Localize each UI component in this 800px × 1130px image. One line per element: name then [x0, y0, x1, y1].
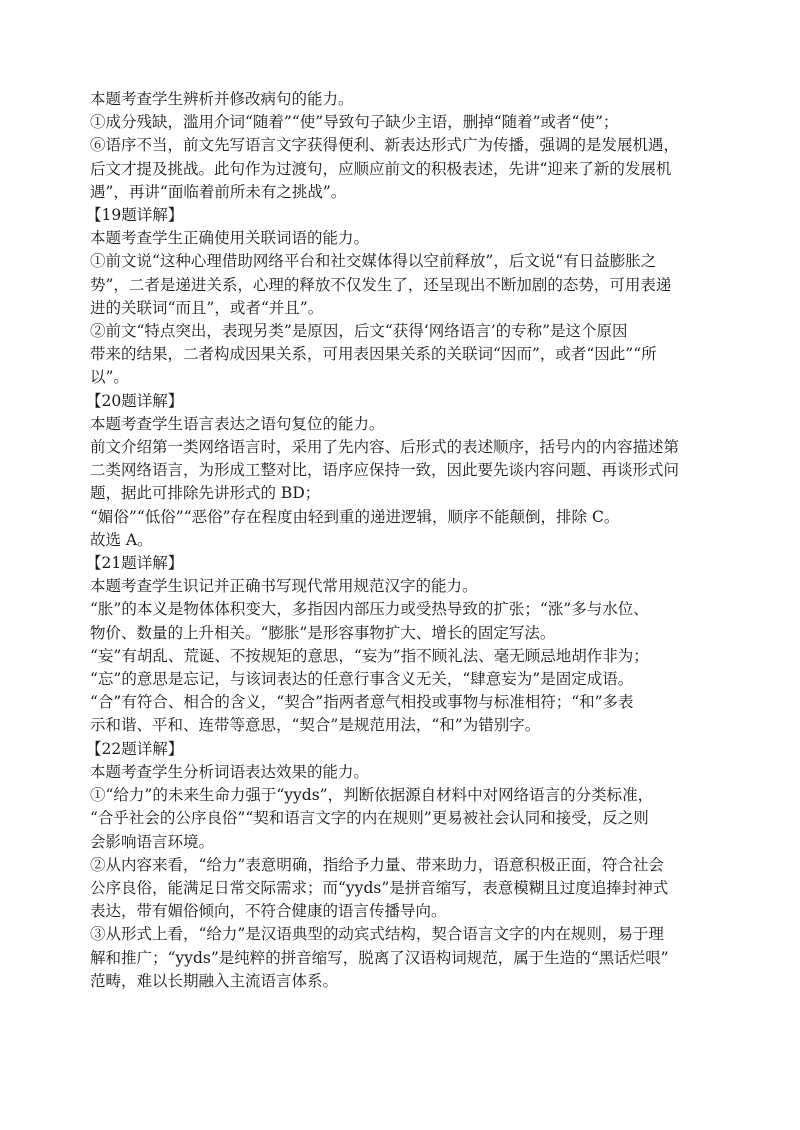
document-page	[86, 88, 720, 993]
text-line: “合乎社会的公序良俗”“契和语言文字的内在规则”更易被社会认同和接受，反之则	[90, 809, 649, 828]
text-line: 本题考查学生正确使用关联词语的能力。	[90, 229, 370, 248]
text-line: 公序良俗，能满足日常交际需求；而“yyds”是拼音缩写，表意模糊且过度追捧封神式	[90, 878, 669, 897]
text-line: 前文介绍第一类网络语言时，采用了先内容、后形式的表述顺序，括号内的内容描述第	[90, 438, 680, 457]
text-line: 题，据此可排除先讲形式的 BD；	[90, 484, 321, 503]
text-line: 进的关联词“而且”，或者“并且”。	[90, 298, 324, 317]
text-line: 故选 A。	[90, 530, 153, 549]
text-line: ③从形式上看，“给力”是汉语典型的动宾式结构，契合语言文字的内在规则，易于理	[90, 925, 664, 944]
text-line: “忘”的意思是忘记，与该词表达的任意行事含义无关，“肆意妄为”是固定成语。	[90, 670, 634, 689]
text-line: “妄”有胡乱、荒诞、不按规矩的意思，“妄为”指不顾礼法、毫无顾忌地胡作非为；	[90, 646, 649, 665]
text-line: “胀”的本义是物体体积变大，多指因内部压力或受热导致的扩张；“涨”多与水位、	[90, 600, 649, 619]
text-line: 本题考查学生识记并正确书写现代常用规范汉字的能力。	[90, 577, 478, 596]
text-line: 本题考查学生分析词语表达效果的能力。	[90, 762, 370, 781]
text-line: ⑥语序不当，前文先写语言文字获得便利、新表达形式广为传播，强调的是发展机遇，	[90, 136, 680, 155]
text-line: 会影响语言环境。	[90, 832, 215, 851]
text-line: 示和谐、平和、连带等意思，“契合”是规范用法，“和”为错别字。	[90, 716, 541, 735]
text-line: ②前文“特点突出，表现另类”是原因，后文“获得‘网络语言’的专称”是这个原因	[90, 322, 628, 341]
text-line: 势”，二者是递进关系，心理的释放不仅发生了，还呈现出不断加剧的态势，可用表递	[90, 275, 672, 294]
text-line: 后文才提及挑战。此句作为过渡句，应顺应前文的积极表述，先讲“迎来了新的发展机	[90, 159, 672, 178]
section-heading: 【21题详解】	[86, 554, 184, 573]
text-line: 物价、数量的上升相关。“膨胀”是形容事物扩大、增长的固定写法。	[90, 623, 556, 642]
text-line: 二类网络语言，为形成工整对比，语序应保持一致，因此要先谈内容问题、再谈形式问	[90, 461, 680, 480]
text-line: ①前文说“这种心理借助网络平台和社交媒体得以空前释放”，后文说“有日益膨胀之	[90, 252, 657, 271]
text-line: 带来的结果，二者构成因果关系，可用表因果关系的关联词“因而”，或者“因此”“所	[90, 345, 657, 364]
text-line: 遇”，再讲“面临着前所未有之挑战”。	[90, 182, 347, 201]
text-line: 以”。	[90, 368, 129, 387]
text-line: 表达，带有媚俗倾向，不符合健康的语言传播导向。	[90, 902, 447, 921]
text-line: 本题考查学生语言表达之语句复位的能力。	[90, 414, 385, 433]
section-heading: 【19题详解】	[86, 206, 184, 225]
text-line: 本题考查学生辨析并修改病句的能力。	[90, 90, 354, 108]
section-heading: 【20题详解】	[86, 391, 184, 410]
text-line: ①成分残缺，滥用介词“随着”“使”导致句子缺少主语，删掉“随着”或者“使”；	[90, 113, 619, 132]
text-line: ②从内容来看，“给力”表意明确，指给予力量、带来助力，语意积极正面，符合社会	[90, 855, 664, 874]
text-line: “媚俗”“低俗”“恶俗”存在程度由轻到重的递进逻辑，顺序不能颠倒，排除 C。	[90, 507, 620, 526]
text-line: 范畴，难以长期融入主流语言体系。	[90, 971, 339, 990]
text-line: “合”有符合、相合的含义，“契合”指两者意气相投或事物与标准相符；“和”多表	[90, 693, 634, 712]
section-heading: 【22题详解】	[86, 739, 184, 758]
text-line: 解和推广；“yyds”是纯粹的拼音缩写，脱离了汉语构词规范，属于生造的“黑话烂哏”	[90, 948, 669, 967]
text-line: ①“给力”的未来生命力强于“yyds”，判断依据源自材料中对网络语言的分类标准，	[90, 786, 654, 805]
